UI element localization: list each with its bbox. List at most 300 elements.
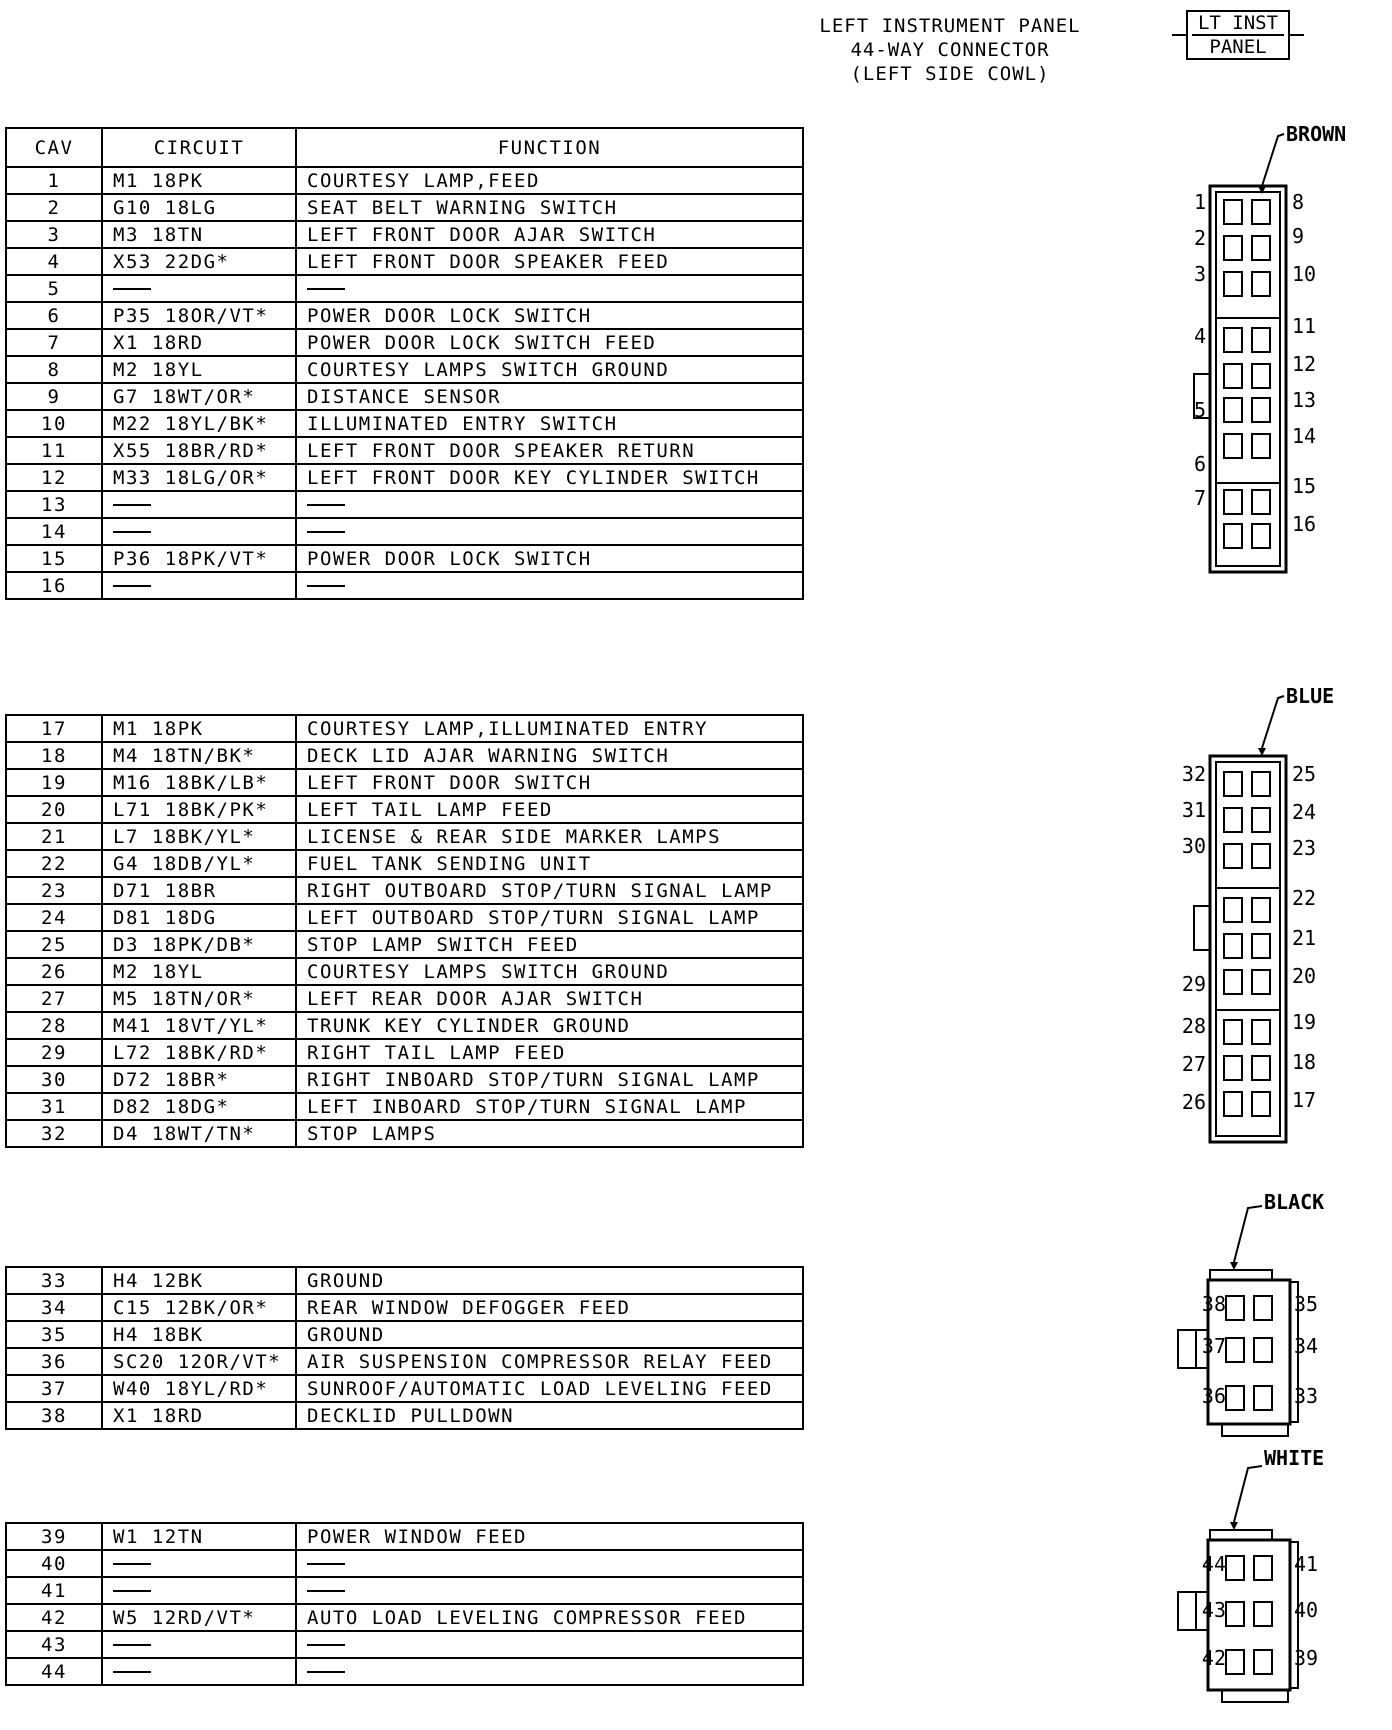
pin-label: 34 xyxy=(1294,1334,1319,1358)
function-cell: REAR WINDOW DEFOGGER FEED xyxy=(296,1294,803,1321)
function-cell: LEFT FRONT DOOR SWITCH xyxy=(296,769,803,796)
pin-label: 20 xyxy=(1292,964,1317,988)
connector-color-label: BLUE xyxy=(1286,684,1335,708)
cav-cell: 22 xyxy=(6,850,102,877)
table-row xyxy=(6,572,803,599)
pin-label: 4 xyxy=(1193,324,1206,348)
connector-white-outline xyxy=(1160,1452,1360,1712)
cavity-table-2 xyxy=(5,714,804,1148)
cav-cell: 35 xyxy=(6,1321,102,1348)
circuit-cell: X1 18RD xyxy=(102,1402,296,1429)
cav-cell: 19 xyxy=(6,769,102,796)
cav-cell: 38 xyxy=(6,1402,102,1429)
cavity-slot xyxy=(1254,1386,1272,1410)
table-row xyxy=(6,823,803,850)
pin-label: 2 xyxy=(1193,226,1206,250)
function-cell: DECKLID PULLDOWN xyxy=(296,1402,803,1429)
connector-brown-outline xyxy=(1180,128,1360,588)
function-cell: GROUND xyxy=(296,1267,803,1294)
pin-label: 15 xyxy=(1292,474,1317,498)
cav-cell: 3 xyxy=(6,221,102,248)
circuit-cell: SC20 12OR/VT* xyxy=(102,1348,296,1375)
circuit-cell xyxy=(102,1658,296,1685)
table-row xyxy=(6,167,803,194)
circuit-cell xyxy=(102,518,296,545)
function-cell: SEAT BELT WARNING SWITCH xyxy=(296,194,803,221)
connector-blue-outline xyxy=(1180,690,1360,1150)
circuit-cell: M2 18YL xyxy=(102,958,296,985)
function-cell: FUEL TANK SENDING UNIT xyxy=(296,850,803,877)
pin-label: 36 xyxy=(1201,1384,1226,1408)
cavity-slot xyxy=(1224,898,1242,922)
cavity-slot xyxy=(1252,200,1270,224)
circuit-header: CIRCUIT xyxy=(102,128,296,167)
cavity-slot xyxy=(1252,808,1270,832)
connector-black xyxy=(1160,1190,1360,1456)
cav-cell: 27 xyxy=(6,985,102,1012)
table-row xyxy=(6,931,803,958)
cavity-slot xyxy=(1224,1020,1242,1044)
cavity-slot xyxy=(1252,1020,1270,1044)
cav-cell: 42 xyxy=(6,1604,102,1631)
circuit-cell: W5 12RD/VT* xyxy=(102,1604,296,1631)
circuit-cell xyxy=(102,1577,296,1604)
cavity-slot xyxy=(1252,524,1270,548)
empty-dash xyxy=(113,1671,151,1673)
table-row xyxy=(6,356,803,383)
circuit-cell: D81 18DG xyxy=(102,904,296,931)
function-cell: LEFT FRONT DOOR SPEAKER RETURN xyxy=(296,437,803,464)
table-row xyxy=(6,958,803,985)
cav-cell: 39 xyxy=(6,1523,102,1550)
function-cell: LEFT TAIL LAMP FEED xyxy=(296,796,803,823)
pin-label: 1 xyxy=(1193,190,1206,214)
cavity-slot xyxy=(1252,772,1270,796)
pin-label: 28 xyxy=(1181,1014,1206,1038)
cav-cell: 31 xyxy=(6,1093,102,1120)
table-row xyxy=(6,769,803,796)
table-row xyxy=(6,715,803,742)
pin-label: 14 xyxy=(1292,424,1317,448)
cav-cell: 15 xyxy=(6,545,102,572)
pin-label: 9 xyxy=(1292,224,1305,248)
title-line: (LEFT SIDE COWL) xyxy=(850,63,1050,85)
pin-label: 25 xyxy=(1292,762,1317,786)
pin-label: 6 xyxy=(1193,452,1206,476)
cav-cell: 33 xyxy=(6,1267,102,1294)
cav-cell: 24 xyxy=(6,904,102,931)
cavity-slot xyxy=(1224,1092,1242,1116)
function-cell: SUNROOF/AUTOMATIC LOAD LEVELING FEED xyxy=(296,1375,803,1402)
table-body xyxy=(6,1523,803,1685)
pin-label: 7 xyxy=(1193,486,1206,510)
cav-cell: 18 xyxy=(6,742,102,769)
cav-cell: 20 xyxy=(6,796,102,823)
circuit-cell: L7 18BK/YL* xyxy=(102,823,296,850)
cavity-table-1 xyxy=(5,127,804,600)
cav-cell: 14 xyxy=(6,518,102,545)
cavity-slot xyxy=(1226,1386,1244,1410)
table-header-row xyxy=(6,128,803,167)
pin-label: 10 xyxy=(1292,262,1317,286)
cavity-slot xyxy=(1254,1602,1272,1626)
connector-black-outline xyxy=(1160,1196,1360,1456)
pin-label: 44 xyxy=(1201,1552,1226,1576)
table-row xyxy=(6,1523,803,1550)
table-row xyxy=(6,1267,803,1294)
function-cell: POWER WINDOW FEED xyxy=(296,1523,803,1550)
circuit-cell xyxy=(102,491,296,518)
cav-cell: 28 xyxy=(6,1012,102,1039)
cavity-slot xyxy=(1252,272,1270,296)
cav-cell: 8 xyxy=(6,356,102,383)
function-cell: LEFT FRONT DOOR AJAR SWITCH xyxy=(296,221,803,248)
cavity-slot xyxy=(1252,1056,1270,1080)
table-row xyxy=(6,850,803,877)
table-row xyxy=(6,1550,803,1577)
connector-tag xyxy=(1186,10,1290,60)
cav-cell: 2 xyxy=(6,194,102,221)
connector-brown xyxy=(1180,122,1360,588)
cav-cell: 30 xyxy=(6,1066,102,1093)
cavity-slot xyxy=(1224,490,1242,514)
cavity-slot xyxy=(1226,1556,1244,1580)
cav-cell: 4 xyxy=(6,248,102,275)
cavity-slot xyxy=(1252,898,1270,922)
pin-label: 8 xyxy=(1292,190,1305,214)
cav-cell: 43 xyxy=(6,1631,102,1658)
table-row xyxy=(6,1631,803,1658)
function-cell: STOP LAMP SWITCH FEED xyxy=(296,931,803,958)
circuit-cell: M4 18TN/BK* xyxy=(102,742,296,769)
cavity-slot xyxy=(1224,808,1242,832)
pin-label: 41 xyxy=(1294,1552,1319,1576)
circuit-cell: L71 18BK/PK* xyxy=(102,796,296,823)
function-cell xyxy=(296,1631,803,1658)
pin-label: 42 xyxy=(1201,1646,1226,1670)
table-row xyxy=(6,1402,803,1429)
cav-cell: 44 xyxy=(6,1658,102,1685)
table-row xyxy=(6,194,803,221)
table-row xyxy=(6,904,803,931)
connector-blue xyxy=(1180,684,1360,1150)
pin-label: 30 xyxy=(1181,834,1206,858)
function-cell: COURTESY LAMPS SWITCH GROUND xyxy=(296,958,803,985)
table-body xyxy=(6,1267,803,1429)
table-row xyxy=(6,464,803,491)
table-row xyxy=(6,1012,803,1039)
pin-label: 18 xyxy=(1292,1050,1317,1074)
pin-label: 24 xyxy=(1292,800,1317,824)
function-cell xyxy=(296,1577,803,1604)
function-cell: POWER DOOR LOCK SWITCH xyxy=(296,302,803,329)
circuit-cell xyxy=(102,1550,296,1577)
connector-color-label: BLACK xyxy=(1264,1190,1325,1214)
cavity-slot xyxy=(1252,328,1270,352)
cavity-slot xyxy=(1226,1338,1244,1362)
circuit-cell: M3 18TN xyxy=(102,221,296,248)
table-row xyxy=(6,1658,803,1685)
table-row xyxy=(6,491,803,518)
function-cell: STOP LAMPS xyxy=(296,1120,803,1147)
tag-line-left xyxy=(1172,34,1186,36)
cavity-table-3 xyxy=(5,1266,804,1430)
pin-label: 5 xyxy=(1193,398,1206,422)
circuit-cell: M41 18VT/YL* xyxy=(102,1012,296,1039)
table-row xyxy=(6,1093,803,1120)
function-cell xyxy=(296,275,803,302)
cav-cell: 9 xyxy=(6,383,102,410)
pin-label: 26 xyxy=(1181,1090,1206,1114)
cav-cell: 13 xyxy=(6,491,102,518)
circuit-cell: P35 18OR/VT* xyxy=(102,302,296,329)
cav-cell: 34 xyxy=(6,1294,102,1321)
cavity-slot xyxy=(1252,1092,1270,1116)
table-row xyxy=(6,437,803,464)
table-row xyxy=(6,1039,803,1066)
circuit-cell: M16 18BK/LB* xyxy=(102,769,296,796)
table-row xyxy=(6,1375,803,1402)
cavity-slot xyxy=(1224,772,1242,796)
function-cell: LICENSE & REAR SIDE MARKER LAMPS xyxy=(296,823,803,850)
cavity-slot xyxy=(1224,524,1242,548)
function-cell: COURTESY LAMP,ILLUMINATED ENTRY xyxy=(296,715,803,742)
table-row xyxy=(6,1294,803,1321)
function-cell: LEFT OUTBOARD STOP/TURN SIGNAL LAMP xyxy=(296,904,803,931)
circuit-cell: M5 18TN/OR* xyxy=(102,985,296,1012)
circuit-cell: X55 18BR/RD* xyxy=(102,437,296,464)
pin-label: 38 xyxy=(1201,1292,1226,1316)
circuit-cell: M1 18PK xyxy=(102,167,296,194)
pin-label: 27 xyxy=(1181,1052,1206,1076)
tag-line-2: PANEL xyxy=(1209,36,1267,58)
function-cell: ILLUMINATED ENTRY SWITCH xyxy=(296,410,803,437)
function-cell: LEFT REAR DOOR AJAR SWITCH xyxy=(296,985,803,1012)
circuit-cell: M33 18LG/OR* xyxy=(102,464,296,491)
empty-dash xyxy=(307,585,345,587)
cavity-slot xyxy=(1224,364,1242,388)
function-cell: LEFT FRONT DOOR KEY CYLINDER SWITCH xyxy=(296,464,803,491)
connector-color-label: WHITE xyxy=(1264,1446,1325,1470)
function-cell: POWER DOOR LOCK SWITCH xyxy=(296,545,803,572)
pin-label: 11 xyxy=(1292,314,1317,338)
connector-white xyxy=(1160,1446,1360,1712)
circuit-cell: D82 18DG* xyxy=(102,1093,296,1120)
cavity-slot xyxy=(1254,1556,1272,1580)
cavity-slot xyxy=(1224,272,1242,296)
empty-dash xyxy=(113,288,151,290)
cavity-slot xyxy=(1252,398,1270,422)
function-cell xyxy=(296,518,803,545)
function-cell: RIGHT OUTBOARD STOP/TURN SIGNAL LAMP xyxy=(296,877,803,904)
table-row xyxy=(6,1120,803,1147)
circuit-cell: W40 18YL/RD* xyxy=(102,1375,296,1402)
circuit-cell: C15 12BK/OR* xyxy=(102,1294,296,1321)
empty-dash xyxy=(113,585,151,587)
cav-cell: 17 xyxy=(6,715,102,742)
function-cell: LEFT INBOARD STOP/TURN SIGNAL LAMP xyxy=(296,1093,803,1120)
circuit-cell: M22 18YL/BK* xyxy=(102,410,296,437)
pin-label: 39 xyxy=(1294,1646,1319,1670)
table-body xyxy=(6,715,803,1147)
circuit-cell: D3 18PK/DB* xyxy=(102,931,296,958)
table-row xyxy=(6,1604,803,1631)
cav-cell: 26 xyxy=(6,958,102,985)
cavity-slot xyxy=(1224,434,1242,458)
table-row xyxy=(6,796,803,823)
pin-label: 32 xyxy=(1181,762,1206,786)
function-cell: LEFT FRONT DOOR SPEAKER FEED xyxy=(296,248,803,275)
cav-cell: 12 xyxy=(6,464,102,491)
function-cell: RIGHT INBOARD STOP/TURN SIGNAL LAMP xyxy=(296,1066,803,1093)
circuit-cell: X53 22DG* xyxy=(102,248,296,275)
circuit-cell: X1 18RD xyxy=(102,329,296,356)
empty-dash xyxy=(307,288,345,290)
cav-cell: 41 xyxy=(6,1577,102,1604)
table-row xyxy=(6,410,803,437)
cavity-slot xyxy=(1252,934,1270,958)
pin-label: 33 xyxy=(1294,1384,1319,1408)
cavity-slot xyxy=(1252,364,1270,388)
cavity-slot xyxy=(1254,1296,1272,1320)
cavity-slot xyxy=(1226,1296,1244,1320)
cav-cell: 6 xyxy=(6,302,102,329)
pin-label: 22 xyxy=(1292,886,1317,910)
function-cell: POWER DOOR LOCK SWITCH FEED xyxy=(296,329,803,356)
empty-dash xyxy=(307,1644,345,1646)
circuit-cell: P36 18PK/VT* xyxy=(102,545,296,572)
title-line: LEFT INSTRUMENT PANEL xyxy=(819,15,1081,37)
function-cell xyxy=(296,1550,803,1577)
cav-cell: 5 xyxy=(6,275,102,302)
cav-cell: 7 xyxy=(6,329,102,356)
connector-color-label: BROWN xyxy=(1286,122,1347,146)
circuit-cell: G7 18WT/OR* xyxy=(102,383,296,410)
empty-dash xyxy=(113,504,151,506)
pin-label: 23 xyxy=(1292,836,1317,860)
pin-label: 43 xyxy=(1201,1598,1226,1622)
circuit-cell: D72 18BR* xyxy=(102,1066,296,1093)
pin-label: 17 xyxy=(1292,1088,1317,1112)
empty-dash xyxy=(113,1563,151,1565)
cavity-slot xyxy=(1226,1650,1244,1674)
empty-dash xyxy=(307,1563,345,1565)
circuit-cell xyxy=(102,572,296,599)
cavity-slot xyxy=(1252,236,1270,260)
table-row xyxy=(6,248,803,275)
function-cell: COURTESY LAMPS SWITCH GROUND xyxy=(296,356,803,383)
cav-cell: 11 xyxy=(6,437,102,464)
table-row xyxy=(6,545,803,572)
table-row xyxy=(6,877,803,904)
table-row xyxy=(6,1577,803,1604)
table-row xyxy=(6,221,803,248)
pin-label: 29 xyxy=(1181,972,1206,996)
cav-cell: 23 xyxy=(6,877,102,904)
empty-dash xyxy=(113,1644,151,1646)
cavity-slot xyxy=(1224,200,1242,224)
cav-cell: 37 xyxy=(6,1375,102,1402)
function-header: FUNCTION xyxy=(296,128,803,167)
cavity-slot xyxy=(1252,844,1270,868)
cavity-slot xyxy=(1224,398,1242,422)
pin-label: 12 xyxy=(1292,352,1317,376)
function-cell: DECK LID AJAR WARNING SWITCH xyxy=(296,742,803,769)
cavity-slot xyxy=(1224,1056,1242,1080)
table-row xyxy=(6,383,803,410)
cav-cell: 29 xyxy=(6,1039,102,1066)
circuit-cell: H4 12BK xyxy=(102,1267,296,1294)
cav-header: CAV xyxy=(6,128,102,167)
pin-label: 19 xyxy=(1292,1010,1317,1034)
tag-line-right xyxy=(1290,34,1304,36)
function-cell: AUTO LOAD LEVELING COMPRESSOR FEED xyxy=(296,1604,803,1631)
pin-label: 13 xyxy=(1292,388,1317,412)
pin-label: 37 xyxy=(1201,1334,1226,1358)
circuit-cell: M1 18PK xyxy=(102,715,296,742)
empty-dash xyxy=(307,504,345,506)
cavity-slot xyxy=(1224,934,1242,958)
circuit-cell: D71 18BR xyxy=(102,877,296,904)
cavity-slot xyxy=(1224,844,1242,868)
function-cell: COURTESY LAMP,FEED xyxy=(296,167,803,194)
cavity-slot xyxy=(1252,490,1270,514)
table-row xyxy=(6,985,803,1012)
function-cell: AIR SUSPENSION COMPRESSOR RELAY FEED xyxy=(296,1348,803,1375)
circuit-cell: G10 18LG xyxy=(102,194,296,221)
cavity-slot xyxy=(1226,1602,1244,1626)
circuit-cell: D4 18WT/TN* xyxy=(102,1120,296,1147)
circuit-cell xyxy=(102,1631,296,1658)
tag-line-1: LT INST xyxy=(1192,12,1284,36)
cav-cell: 10 xyxy=(6,410,102,437)
table-row xyxy=(6,518,803,545)
cavity-slot xyxy=(1254,1338,1272,1362)
empty-dash xyxy=(307,1671,345,1673)
table-row xyxy=(6,1321,803,1348)
circuit-cell: W1 12TN xyxy=(102,1523,296,1550)
cavity-slot xyxy=(1224,328,1242,352)
pin-label: 21 xyxy=(1292,926,1317,950)
circuit-cell: M2 18YL xyxy=(102,356,296,383)
function-cell: RIGHT TAIL LAMP FEED xyxy=(296,1039,803,1066)
table-row xyxy=(6,742,803,769)
function-cell xyxy=(296,491,803,518)
cavity-slot xyxy=(1224,236,1242,260)
pin-label: 3 xyxy=(1193,262,1206,286)
table-row xyxy=(6,302,803,329)
cav-cell: 21 xyxy=(6,823,102,850)
function-cell: TRUNK KEY CYLINDER GROUND xyxy=(296,1012,803,1039)
diagram-title xyxy=(800,14,1100,86)
pin-label: 40 xyxy=(1294,1598,1319,1622)
table-row xyxy=(6,1066,803,1093)
table-row xyxy=(6,1348,803,1375)
cav-cell: 16 xyxy=(6,572,102,599)
cavity-slot xyxy=(1252,970,1270,994)
function-cell: DISTANCE SENSOR xyxy=(296,383,803,410)
empty-dash xyxy=(113,1590,151,1592)
cavity-slot xyxy=(1224,970,1242,994)
cavity-table-4 xyxy=(5,1522,804,1686)
cavity-slot xyxy=(1254,1650,1272,1674)
pin-label: 31 xyxy=(1181,798,1206,822)
table-body xyxy=(6,167,803,599)
cav-cell: 36 xyxy=(6,1348,102,1375)
cavity-slot xyxy=(1252,434,1270,458)
pin-label: 35 xyxy=(1294,1292,1319,1316)
function-cell xyxy=(296,1658,803,1685)
